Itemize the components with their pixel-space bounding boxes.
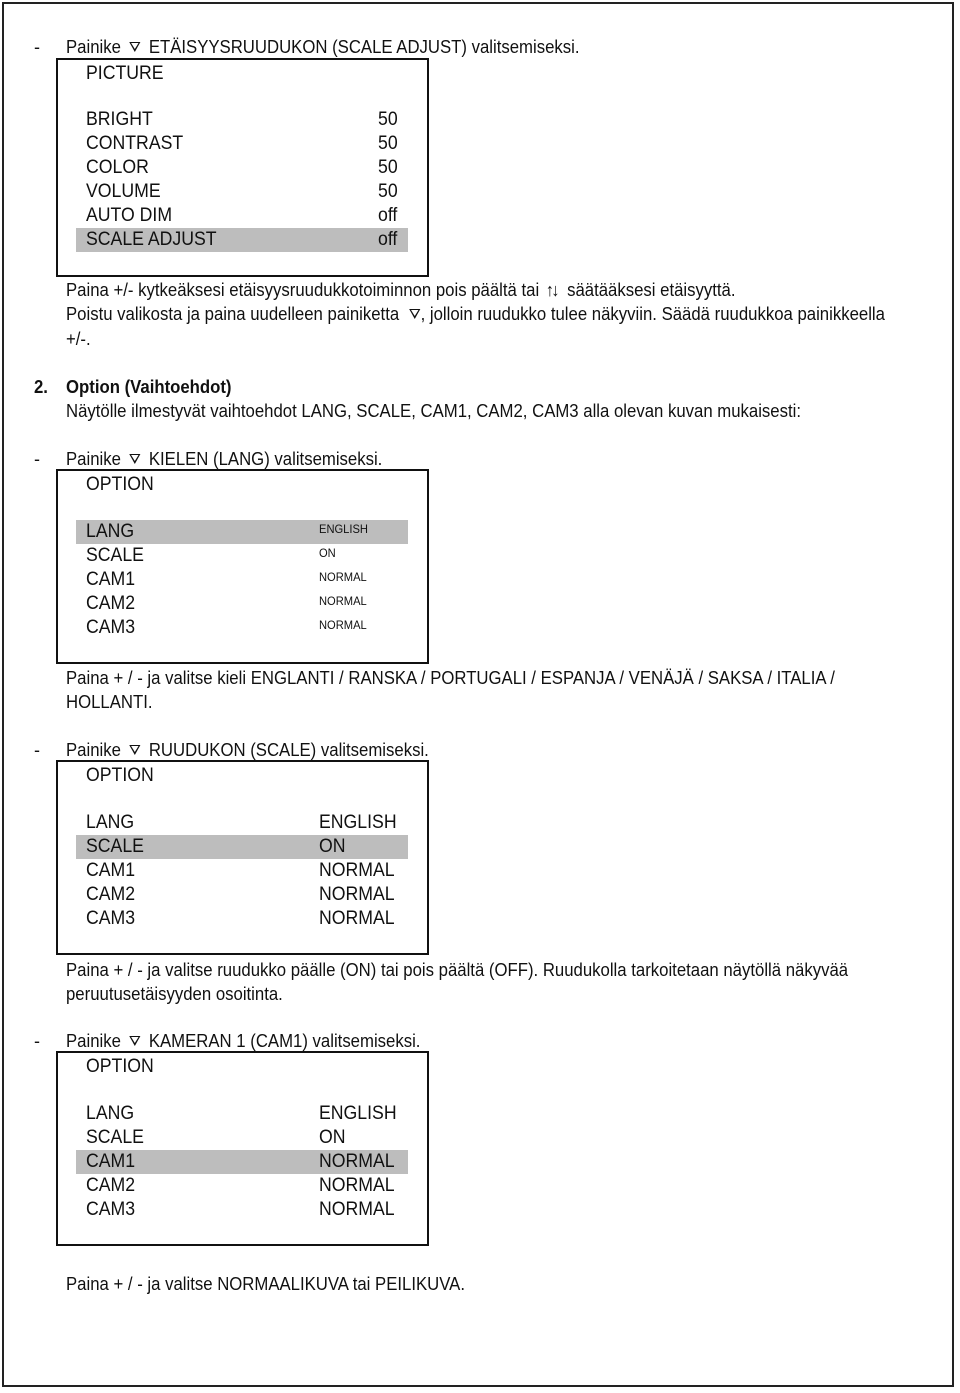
- menu-row-label: CONTRAST: [86, 133, 184, 154]
- menu-row-value: ON: [319, 546, 336, 560]
- menu-row-cam3: [76, 907, 408, 931]
- down-triangle-icon: [129, 745, 140, 755]
- menu-row-label: LANG: [86, 521, 135, 542]
- picture-menu-panel: [56, 58, 429, 277]
- description-line: HOLLANTI.: [66, 692, 153, 712]
- menu-row-label: LANG: [86, 1103, 135, 1124]
- menu-title: OPTION: [86, 1056, 154, 1077]
- menu-row-label: AUTO DIM: [86, 205, 173, 226]
- menu-row-cam3: [76, 616, 408, 640]
- description-text: Poistu valikosta ja paina uudelleen painiketta: [66, 304, 400, 324]
- menu-row-label: SCALE: [86, 545, 144, 566]
- instruction-line: [66, 35, 580, 59]
- option-menu-panel: [56, 760, 429, 955]
- bullet-dash: -: [34, 1031, 40, 1051]
- menu-title: OPTION: [86, 765, 154, 786]
- menu-row-lang-selected: [76, 520, 408, 544]
- description-text: Paina +/- kytkeäksesi etäisyysruudukkotoiminnon pois päältä tai: [66, 280, 540, 300]
- instruction-pre: Painike: [66, 449, 121, 469]
- menu-row-label: COLOR: [86, 157, 149, 178]
- instruction-pre: Painike: [66, 740, 121, 760]
- menu-title: PICTURE: [86, 63, 164, 84]
- menu-row-value: 50: [378, 181, 398, 202]
- menu-row-value: NORMAL: [319, 908, 395, 929]
- option-menu-panel: [56, 1051, 429, 1246]
- bullet-dash: -: [34, 740, 40, 760]
- menu-row-auto-dim: [76, 204, 408, 228]
- menu-row-value: 50: [378, 133, 398, 154]
- menu-row-cam1: [76, 859, 408, 883]
- menu-row-label: CAM3: [86, 1199, 136, 1220]
- menu-row-lang: [76, 811, 408, 835]
- instruction-line: [66, 447, 382, 471]
- up-down-arrows-icon: ↑↓: [545, 280, 557, 300]
- menu-row-label: SCALE: [86, 1127, 144, 1148]
- menu-row-value: NORMAL: [319, 594, 367, 608]
- instruction-line: [66, 1029, 420, 1053]
- instruction-line: [66, 738, 429, 762]
- menu-title: OPTION: [86, 474, 154, 495]
- menu-row-color: [76, 156, 408, 180]
- menu-row-cam1: [76, 568, 408, 592]
- menu-row-value: off: [378, 205, 398, 226]
- menu-row-value: NORMAL: [319, 1199, 395, 1220]
- menu-row-label: CAM3: [86, 617, 136, 638]
- menu-row-label: LANG: [86, 812, 135, 833]
- menu-row-value: 50: [378, 157, 398, 178]
- menu-row-label: VOLUME: [86, 181, 161, 202]
- option-menu-panel: [56, 469, 429, 664]
- menu-row-value: ON: [319, 836, 346, 857]
- menu-row-scale-adjust-selected: [76, 228, 408, 252]
- description-text: , jolloin ruudukko tulee näkyviin. Säädä ruudukkoa painikkeella: [420, 304, 885, 324]
- menu-row-value: NORMAL: [319, 618, 367, 632]
- down-triangle-icon: [129, 454, 140, 464]
- menu-row-value: ENGLISH: [319, 812, 397, 833]
- menu-row-value: 50: [378, 109, 398, 130]
- down-triangle-icon: [129, 1036, 140, 1046]
- menu-row-cam1-selected: [76, 1150, 408, 1174]
- down-triangle-icon: [129, 42, 140, 52]
- menu-row-value: off: [378, 229, 398, 250]
- description-text: säätääksesi etäisyyttä.: [567, 280, 736, 300]
- menu-row-scale-selected: [76, 835, 408, 859]
- description-line: [66, 278, 736, 302]
- instruction-post: KAMERAN 1 (CAM1) valitsemiseksi.: [148, 1031, 421, 1051]
- menu-row-value: NORMAL: [319, 860, 395, 881]
- menu-row-label: SCALE: [86, 836, 144, 857]
- menu-row-label: BRIGHT: [86, 109, 153, 130]
- description-line: Paina + / - ja valitse NORMAALIKUVA tai PEILIKUVA.: [66, 1274, 465, 1294]
- description-line: +/-.: [66, 329, 91, 349]
- section-title: Option (Vaihtoehdot): [66, 377, 232, 397]
- menu-row-bright: [76, 108, 408, 132]
- menu-row-scale: [76, 1126, 408, 1150]
- menu-row-label: CAM1: [86, 1151, 136, 1172]
- down-triangle-icon: [409, 309, 420, 319]
- menu-row-cam2: [76, 1174, 408, 1198]
- menu-row-label: CAM1: [86, 860, 136, 881]
- menu-row-value: ENGLISH: [319, 1103, 397, 1124]
- menu-row-contrast: [76, 132, 408, 156]
- instruction-pre: Painike: [66, 1031, 121, 1051]
- menu-row-scale: [76, 544, 408, 568]
- instruction-pre: Painike: [66, 37, 121, 57]
- bullet-dash: -: [34, 449, 40, 469]
- instruction-post: ETÄISYYSRUUDUKON (SCALE ADJUST) valitsemiseksi.: [148, 37, 580, 57]
- menu-row-cam3: [76, 1198, 408, 1222]
- bullet-dash: -: [34, 37, 40, 57]
- menu-row-value: NORMAL: [319, 1151, 395, 1172]
- menu-row-value: NORMAL: [319, 884, 395, 905]
- menu-row-label: CAM3: [86, 908, 136, 929]
- menu-row-label: SCALE ADJUST: [86, 229, 217, 250]
- menu-row-value: NORMAL: [319, 1175, 395, 1196]
- section-number: 2.: [34, 377, 48, 397]
- menu-row-label: CAM1: [86, 569, 136, 590]
- menu-row-label: CAM2: [86, 884, 136, 905]
- instruction-post: KIELEN (LANG) valitsemiseksi.: [148, 449, 383, 469]
- menu-row-label: CAM2: [86, 1175, 136, 1196]
- section-subtitle: Näytölle ilmestyvät vaihtoehdot LANG, SCALE, CAM1, CAM2, CAM3 alla olevan kuvan mukaisesti:: [66, 401, 802, 421]
- menu-row-cam2: [76, 592, 408, 616]
- menu-row-volume: [76, 180, 408, 204]
- description-line: Paina + / - ja valitse kieli ENGLANTI / RANSKA / PORTUGALI / ESPANJA / VENÄJÄ / SAKSA / ITALIA /: [66, 668, 835, 688]
- description-line: [66, 302, 885, 326]
- menu-row-label: CAM2: [86, 593, 136, 614]
- menu-row-value: ON: [319, 1127, 346, 1148]
- menu-row-lang: [76, 1102, 408, 1126]
- description-line: Paina + / - ja valitse ruudukko päälle (ON) tai pois päältä (OFF). Ruudukolla tarkoitetaan näytöllä näkyvää: [66, 960, 849, 980]
- instruction-post: RUUDUKON (SCALE) valitsemiseksi.: [148, 740, 429, 760]
- menu-row-value: ENGLISH: [319, 522, 368, 536]
- menu-row-value: NORMAL: [319, 570, 367, 584]
- description-line: peruutusetäisyyden osoitinta.: [66, 984, 283, 1004]
- menu-row-cam2: [76, 883, 408, 907]
